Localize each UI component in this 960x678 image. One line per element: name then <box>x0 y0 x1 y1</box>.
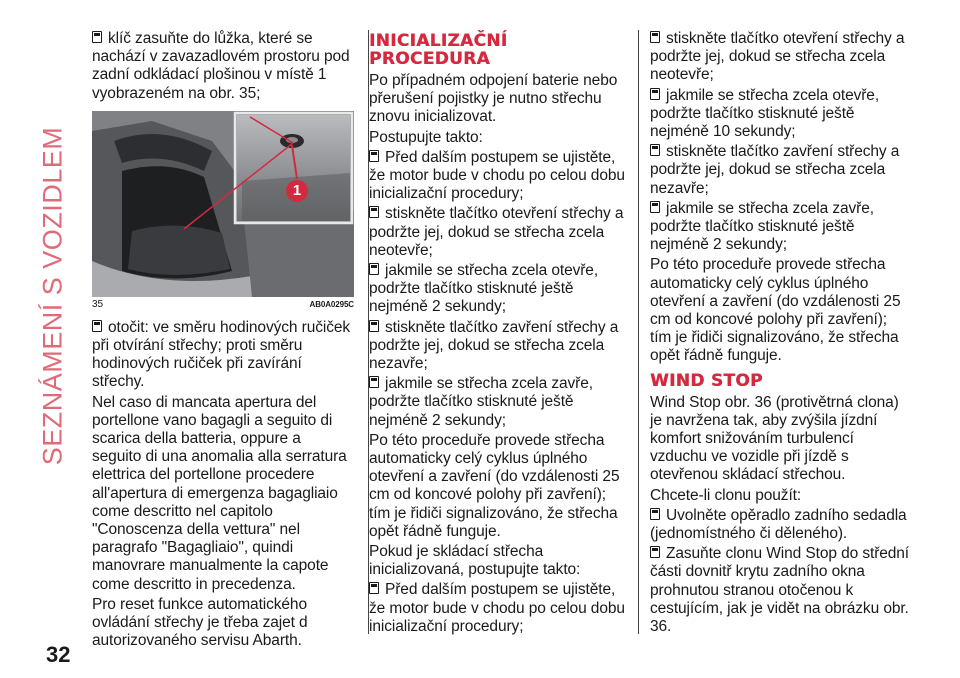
paragraph: Chcete-li clonu použít: <box>650 486 802 504</box>
bullet-square-icon <box>650 144 660 156</box>
figure-number: 35 <box>92 298 103 310</box>
paragraph: Pokud je skládací střecha inicializovaná, postupujte takto: <box>369 543 581 579</box>
column-1 <box>92 30 354 652</box>
list-item: stiskněte tlačítko otevření střechy a podržte jej, dokud se střecha zcela neotevře; <box>650 30 905 84</box>
list-item: jakmile se střecha zcela otevře, podržte tlačítko stisknuté ještě nejméně 2 sekundy; <box>369 262 599 316</box>
bullet-square-icon <box>369 320 379 332</box>
trunk-illustration <box>92 111 354 297</box>
bullet-square-icon <box>369 582 379 594</box>
section-heading: INICIALIZAČNÍ PROCEDURA <box>369 31 508 69</box>
list-item: jakmile se střecha zcela otevře, podržte tlačítko stisknuté ještě nejméně 10 sekundy; <box>650 86 880 141</box>
figure-caption <box>92 299 354 311</box>
list-item: Před dalším postupem se ujistěte, že motor bude v chodu po celou dobu inicializační procedury; <box>369 581 625 635</box>
section-heading: WIND STOP <box>650 370 763 391</box>
bullet-square-icon <box>92 320 102 332</box>
bullet-square-icon <box>650 88 660 100</box>
paragraph: Po této proceduře provede střecha automaticky celý cyklus úplného otevření a zavření (do vzdálenosti 25 cm od koncové polohy při zavření); tím je řidiči signalizováno, že střecha opět řádně funguje. <box>650 256 901 365</box>
list-item: otočit: ve směru hodinových ručiček při otvírání střechy; proti směru hodinových ručiček při zavírání střechy. <box>92 318 351 391</box>
paragraph: Nel caso di mancata apertura del portellone vano bagagli a seguito di scarica della batteria, oppure a seguito di una anomalia alla serratura elettrica del portellone procedere all'apertura di emergenza bagagliaio come descritto nel capitolo "Conoscenza della vettura" nel paragrafo "Bagagliaio", quindi manovrare manualmente la capote come descritto in precedenza. <box>92 393 347 593</box>
list-item: Zasuňte clonu Wind Stop do střední části dovnitř krytu zadního okna prohnutou stranou otočenou k cestujícím, jak je vidět na obrázku obr. 36. <box>650 545 910 636</box>
list-item: klíč zasuňte do lůžka, které se nachází v zavazadlovém prostoru pod zadní odkládací plošinou v místě 1 vyobrazeném na obr. 35; <box>92 30 350 102</box>
bullet-square-icon <box>650 201 660 213</box>
list-item: jakmile se střecha zcela zavře, podržte tlačítko stisknuté ještě nejméně 2 sekundy; <box>369 375 593 429</box>
bullet-square-icon <box>92 31 102 43</box>
column-divider <box>638 30 639 634</box>
side-section-title: SEZNÁMENÍ S VOZIDLEM <box>37 126 68 466</box>
bullet-square-icon <box>369 376 379 388</box>
list-item: jakmile se střecha zcela zavře, podržte tlačítko stisknuté ještě nejméně 2 sekundy; <box>650 199 874 254</box>
page-number: 32 <box>46 642 71 667</box>
list-item: stiskněte tlačítko otevření střechy a podržte jej, dokud se střecha zcela neotevře; <box>369 205 624 259</box>
column-2 <box>369 30 631 638</box>
figure-code: AB0A0295C <box>309 299 354 309</box>
column-3 <box>650 30 912 638</box>
bullet-square-icon <box>369 263 379 275</box>
figure-35 <box>92 111 354 297</box>
bullet-square-icon <box>650 508 660 520</box>
paragraph: Po této proceduře provede střecha automaticky celý cyklus úplného otevření a zavření (do vzdálenosti 25 cm od koncové polohy při zavření); tím je řidiči signalizováno, že střecha opět řádně funguje. <box>369 431 620 540</box>
bullet-square-icon <box>650 31 660 43</box>
bullet-square-icon <box>650 546 660 558</box>
list-item: stiskněte tlačítko zavření střechy a podržte jej, dokud se střecha zcela nezavře; <box>369 318 619 373</box>
bullet-square-icon <box>369 206 379 218</box>
paragraph: Po případném odpojení baterie nebo přerušení pojistky je nutno střechu znovu inicializovat. <box>369 72 618 126</box>
list-item: Uvolněte opěradlo zadního sedadla (jednomístného či děleného). <box>650 506 907 543</box>
paragraph: Wind Stop obr. 36 (protivětrná clona) je navržena tak, aby zvýšila jízdní komfort snižováním turbulencí vzduchu ve vozidle při jízdě s otevřenou skládací střechou. <box>650 393 899 484</box>
number-callout-icon: 1 <box>292 181 302 199</box>
list-item: Před dalším postupem se ujistěte, že motor bude v chodu po celou dobu inicializační procedury; <box>369 148 625 203</box>
bullet-square-icon <box>369 150 379 162</box>
list-item: stiskněte tlačítko zavření střechy a podržte jej, dokud se střecha zcela nezavře; <box>650 143 900 197</box>
paragraph: Postupujte takto: <box>369 128 483 146</box>
paragraph: Pro reset funkce automatického ovládání střechy je třeba zajet d autorizovaného servisu Abarth. <box>92 595 308 650</box>
